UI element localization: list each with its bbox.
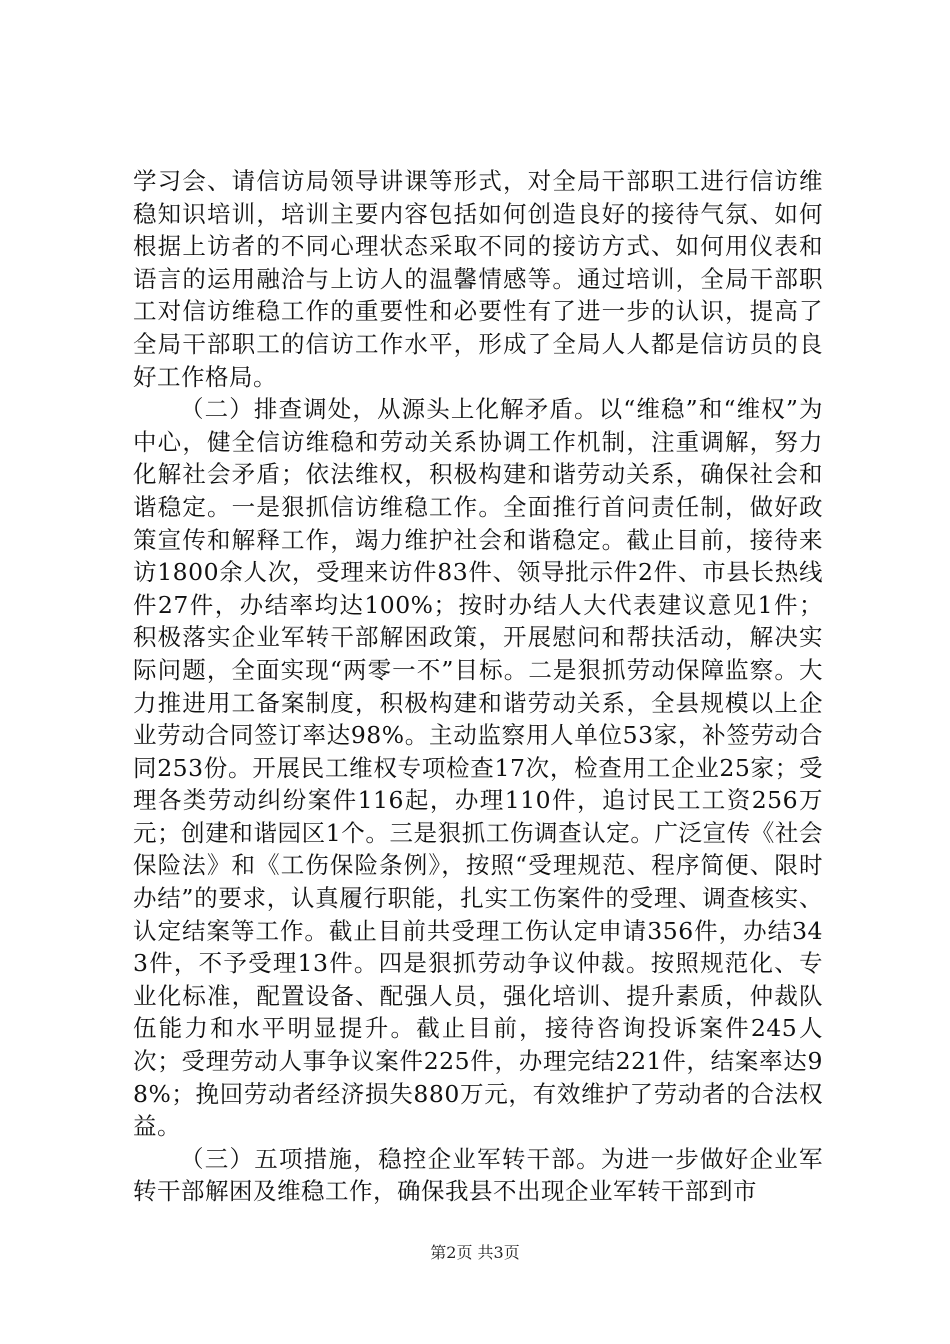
document-body — [133, 165, 823, 1208]
paragraph-3: （三）五项措施，稳控企业军转干部。为进一步做好企业军转干部解困及维稳工作，确保我县不出现企业军转干部到市 — [133, 1144, 823, 1206]
page-number-footer: 第2页 共3页 — [430, 1243, 520, 1262]
paragraph-2: （二）排查调处，从源头上化解矛盾。以“维稳”和“维权”为中心，健全信访维稳和劳动关系协调工作机制，注重调解，努力化解社会矛盾；依法维权，积极构建和谐劳动关系，确保社会和谐稳定。一是狠抓信访维稳工作。全面推行首问责任制，做好政策宣传和解释工作，竭力维护社会和谐稳定。截止目前，接待来访1800余人次，受理来访件83件、领导批示件2件、市县长热线件27件，办结率均达100%；按时办结人大代表建议意见1件；积极落实企业军转干部解困政策，开展慰问和帮扶活动，解决实际问题，全面实现“两零一不”目标。二是狠抓劳动保障监察。大力推进用工备案制度，积极构建和谐劳动关系，全县规模以上企业劳动合同签订率达98%。主动监察用人单位53家，补签劳动合同253份。开展民工维权专项检查17次，检查用工企业25家；受理各类劳动纠纷案件116起，办理110件，追讨民工工资256万元；创建和谐园区1个。三是狠抓工伤调查认定。广泛宣传《社会保险法》和《工伤保险条例》，按照“受理规范、程序简便、限时办结”的要求，认真履行职能，扎实工伤案件的受理、调查核实、认定结案等工作。截止目前共受理工伤认定申请356件，办结343件，不予受理13件。四是狠抓劳动争议仲裁。按照规范化、专业化标准，配置设备、配强人员，强化培训、提升素质，仲裁队伍能力和水平明显提升。截止目前，接待咨询投诉案件245人次；受理劳动人事争议案件225件，办理完结221件，结案率达98%；挽回劳动者经济损失880万元，有效维护了劳动者的合法权益。 — [133, 395, 823, 1141]
paragraph-1: 学习会、请信访局领导讲课等形式，对全局干部职工进行信访维稳知识培训，培训主要内容包括如何创造良好的接待气氛、如何根据上访者的不同心理状态采取不同的接访方式、如何用仪表和语言的运用融洽与上访人的温馨情感等。通过培训，全局干部职工对信访维稳工作的重要性和必要性有了进一步的认识，提高了全局干部职工的信访工作水平，形成了全局人人都是信访员的良好工作格局。 — [133, 167, 823, 391]
